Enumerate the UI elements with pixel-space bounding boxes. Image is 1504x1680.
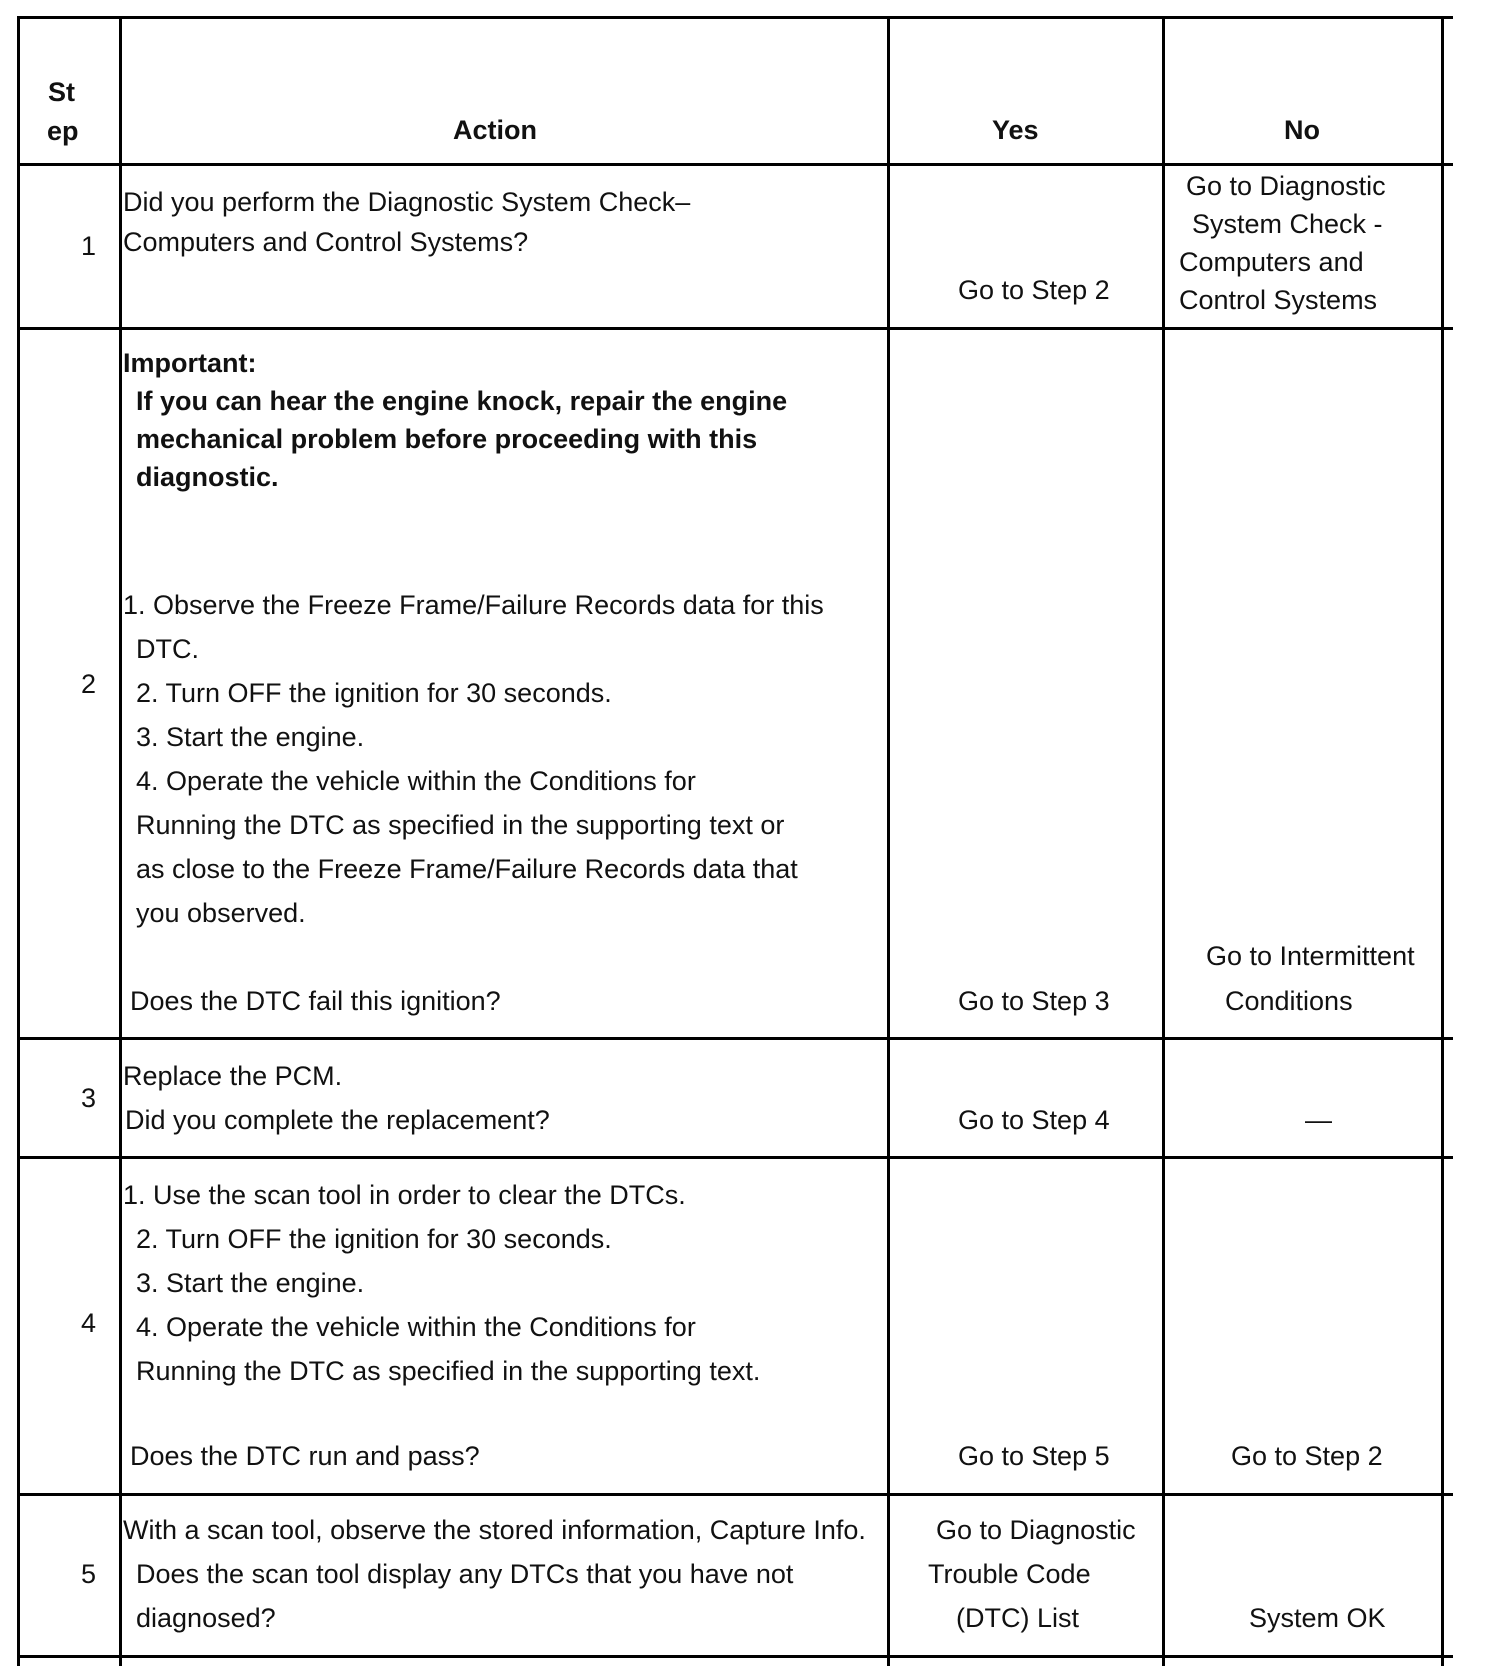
row-divider: [17, 1493, 1453, 1496]
action-text: Computers and Control Systems?: [123, 227, 529, 257]
step-number: 2: [81, 669, 97, 699]
step-number: 4: [81, 1308, 97, 1338]
row-divider: [17, 1037, 1453, 1040]
action-step: 4. Operate the vehicle within the Conditions for: [136, 1312, 696, 1342]
important-text: mechanical problem before proceeding with this: [136, 424, 758, 454]
yes-result: Go to Step 2: [958, 275, 1110, 305]
action-step: 1. Observe the Freeze Frame/Failure Records data for this: [123, 590, 824, 620]
no-result: Go to Step 2: [1231, 1441, 1383, 1471]
important-text: diagnostic.: [136, 462, 279, 492]
header-step: ep: [47, 116, 79, 146]
table-border-left: [17, 16, 20, 1666]
header-no: No: [1284, 115, 1320, 145]
yes-result: Go to Step 4: [958, 1105, 1110, 1135]
table-border-top: [17, 16, 1453, 19]
header-action: Action: [453, 115, 537, 145]
action-step: 2. Turn OFF the ignition for 30 seconds.: [136, 1224, 612, 1254]
action-step: Running the DTC as specified in the supporting text.: [136, 1356, 761, 1386]
header-step: St: [48, 77, 75, 107]
important-label: Important:: [123, 348, 257, 378]
table-border-right: [1441, 16, 1444, 1666]
row-divider: [17, 327, 1453, 330]
action-text: Did you perform the Diagnostic System Check–: [123, 187, 691, 217]
row-divider: [17, 1156, 1453, 1159]
action-step: you observed.: [136, 898, 306, 928]
yes-result: Trouble Code: [928, 1559, 1091, 1589]
yes-result: (DTC) List: [956, 1603, 1079, 1633]
action-step: 4. Operate the vehicle within the Conditions for: [136, 766, 696, 796]
no-result: Go to Diagnostic: [1186, 171, 1386, 201]
action-question: Does the DTC run and pass?: [130, 1441, 480, 1471]
action-step: as close to the Freeze Frame/Failure Records data that: [136, 854, 798, 884]
action-step: 1. Use the scan tool in order to clear the DTCs.: [123, 1180, 686, 1210]
step-number: 5: [81, 1559, 97, 1589]
action-text: Replace the PCM.: [123, 1061, 343, 1091]
no-result: Control Systems: [1179, 285, 1378, 315]
action-step: 2. Turn OFF the ignition for 30 seconds.: [136, 678, 612, 708]
table-border-bottom: [17, 1655, 1453, 1658]
action-question: Did you complete the replacement?: [125, 1105, 550, 1135]
action-step: 3. Start the engine.: [136, 722, 365, 752]
column-divider: [887, 16, 890, 1666]
action-question: Does the scan tool display any DTCs that you have not: [136, 1559, 794, 1589]
header-divider: [17, 163, 1453, 166]
yes-result: Go to Step 5: [958, 1441, 1110, 1471]
step-number: 1: [81, 231, 97, 261]
step-number: 3: [81, 1083, 97, 1113]
column-divider: [1162, 16, 1165, 1666]
yes-result: Go to Diagnostic: [936, 1515, 1136, 1545]
action-question: Does the DTC fail this ignition?: [130, 986, 501, 1016]
no-result: Conditions: [1225, 986, 1353, 1016]
no-result: System OK: [1249, 1603, 1386, 1633]
action-step: Running the DTC as specified in the supporting text or: [136, 810, 785, 840]
important-text: If you can hear the engine knock, repair the engine: [136, 386, 788, 416]
action-question: diagnosed?: [136, 1603, 276, 1633]
no-result: Go to Intermittent: [1206, 941, 1415, 971]
no-result: —: [1305, 1105, 1332, 1135]
action-step: 3. Start the engine.: [136, 1268, 365, 1298]
no-result: Computers and: [1179, 247, 1364, 277]
action-step: DTC.: [136, 634, 199, 664]
no-result: System Check -: [1192, 209, 1383, 239]
column-divider: [119, 16, 122, 1666]
header-yes: Yes: [992, 115, 1039, 145]
yes-result: Go to Step 3: [958, 986, 1110, 1016]
action-text: With a scan tool, observe the stored information, Capture Info.: [123, 1515, 866, 1545]
